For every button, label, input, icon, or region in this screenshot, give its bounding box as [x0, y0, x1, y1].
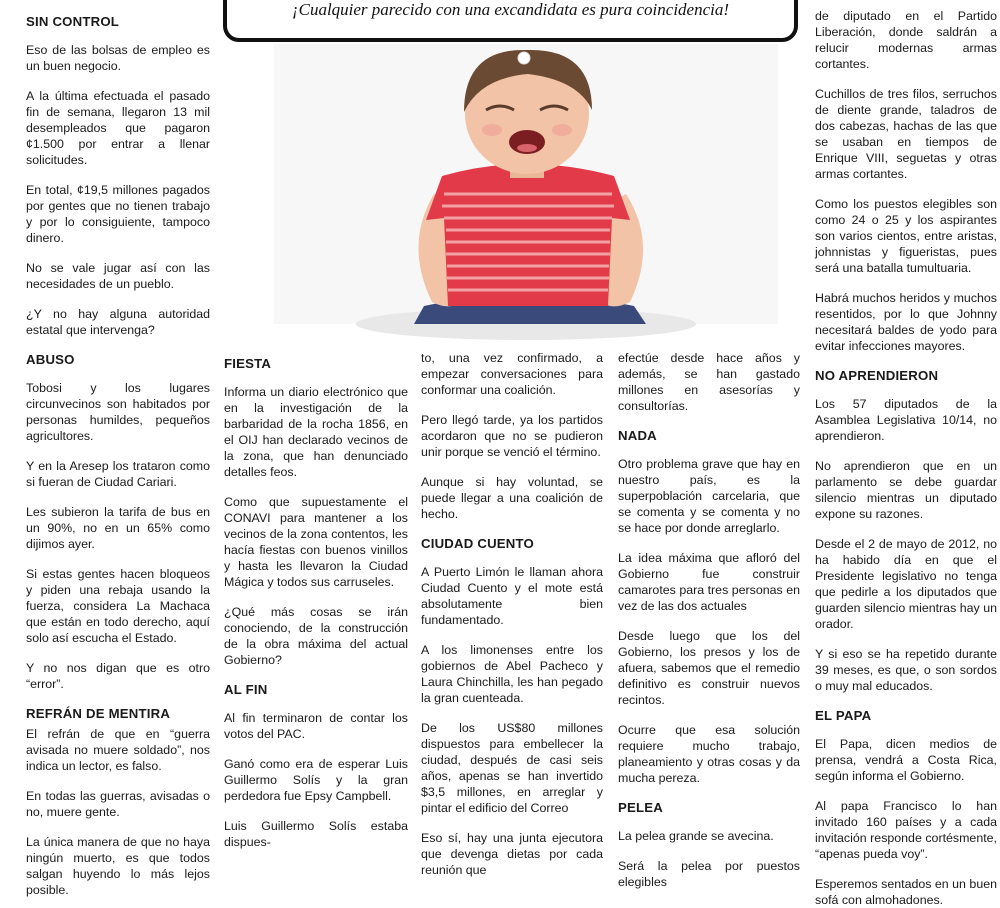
paragraph: Luis Guillermo Solís estaba dispues-: [224, 819, 408, 849]
paragraph: Pero llegó tarde, ya los partidos acordaron que no se pudieron unir porque se venció el término.: [421, 413, 603, 459]
column-2: [224, 350, 408, 849]
paragraph: ¿Qué más cosas se irán conociendo, de la construcción de la obra máxima del actual Gobierno?: [224, 605, 408, 667]
paragraph: No se vale jugar así con las necesidades de un pueblo.: [26, 261, 210, 291]
heading-pelea: PELEA: [618, 800, 663, 815]
paragraph: A los limonenses entre los gobiernos de Abel Pacheco y Laura Chinchilla, les han pegado la gran cuenteada.: [421, 643, 603, 705]
heading-nada: NADA: [618, 428, 657, 443]
crying-child-photo: [274, 44, 778, 324]
paragraph: Y en la Aresep los trataron como si fueran de Ciudad Cariari.: [26, 459, 210, 489]
paragraph: Informa un diario electrónico que en la investigación de la barbaridad de la rocha 1856, en el OIJ han declarado vecinos de la zona, que han denunciado detalles feos.: [224, 385, 408, 479]
heading-no-aprendieron: NO APRENDIERON: [815, 368, 939, 383]
paragraph: Será la pelea por puestos elegibles: [618, 859, 800, 889]
heading-abuso: ABUSO: [26, 352, 75, 367]
paragraph: Al papa Francisco lo han invitado 160 países y a cada invitación responde cortésmente, “apenas pueda voy”.: [815, 799, 997, 861]
paragraph: La pelea grande se avecina.: [618, 829, 774, 843]
paragraph: Y si eso se ha repetido durante 39 meses, es que, o son sordos o muy mal educados.: [815, 647, 997, 693]
heading-sin-control: SIN CONTROL: [26, 14, 120, 29]
column-5: [815, 8, 997, 907]
paragraph: Eso de las bolsas de empleo es un buen negocio.: [26, 43, 210, 73]
paragraph: Los 57 diputados de la Asamblea Legislativa 10/14, no aprendieron.: [815, 397, 997, 443]
column-4: [618, 350, 800, 889]
paragraph: A la última efectuada el pasado fin de semana, llegaron 13 mil desempleados que pagaron ¢1.500 por entrar a llenar solicitudes.: [26, 89, 210, 167]
heading-ciudad-cuento: CIUDAD CUENTO: [421, 536, 534, 551]
paragraph: Desde el 2 de mayo de 2012, no ha habido día en que el Presidente legislativo no tenga que pedirle a los diputados que guarden silencio mientras hay un orador.: [815, 537, 997, 631]
heading-el-papa: EL PAPA: [815, 708, 872, 723]
paragraph: Desde luego que los del Gobierno, los presos y los de afuera, sabemos que el remedio definitivo es construir nuevos recintos.: [618, 629, 800, 707]
paragraph: No aprendieron que en un parlamento se debe guardar silencio mientras un diputado expone su razones.: [815, 459, 997, 521]
paragraph: Como los puestos elegibles son como 24 o 25 y los aspirantes son varios cientos, entre aristas, johnnistas y figueristas, pues será una batalla tumultuaria.: [815, 197, 997, 275]
paragraph: Cuchillos de tres filos, serruchos de diente grande, taladros de dos cabezas, hachas de las que se usaban en tiempos de Enrique VIII, seguetas y otras armas cortantes.: [815, 87, 997, 181]
paragraph: En todas las guerras, avisadas o no, muere gente.: [26, 789, 210, 819]
paragraph: El refrán de que en “guerra avisada no muere soldado”, nos indica un lector, es falso.: [26, 727, 210, 773]
paragraph: Tobosi y los lugares circunvecinos son habitados por personas humildes, pequeños agricultores.: [26, 381, 210, 443]
paragraph: Si estas gentes hacen bloqueos y piden una rebaja usando la fuerza, considera La Machaca que están en todo derecho, aquí solo así escucha el Estado.: [26, 567, 210, 645]
paragraph: El Papa, dicen medios de prensa, vendrá a Costa Rica, según informa el Gobierno.: [815, 737, 997, 783]
paragraph: Otro problema grave que hay en nuestro país, es la superpoblación carcelaria, que se comenta y se comenta y no se hace por donde arreglarlo.: [618, 457, 800, 535]
paragraph: De los US$80 millones dispuestos para embellecer la ciudad, después de casi seis años, apenas se han invertido $3,5 millones, en arreglar y pintar el edificio del Correo: [421, 721, 603, 815]
column-3: [421, 350, 603, 877]
paragraph: to, una vez confirmado, a empezar conversaciones para conformar una coalición.: [421, 351, 603, 397]
paragraph: Esperemos sentados en un buen sofá con almohadones.: [815, 877, 997, 907]
column-1: [26, 8, 210, 897]
paragraph: Aunque si hay voluntad, se puede llegar a una coalición de hecho.: [421, 475, 603, 521]
heading-refran-de-mentira: REFRÁN DE MENTIRA: [26, 706, 171, 721]
paragraph: En total, ¢19,5 millones pagados por gentes que no tienen trabajo y por lo consiguiente, tampoco dinero.: [26, 183, 210, 245]
paragraph: de diputado en el Partido Liberación, donde saldrán a relucir modernas armas cortantes.: [815, 9, 997, 71]
paragraph: La única manera de que no haya ningún muerto, es que todos salgan huyendo lo más lejos posible.: [26, 835, 210, 897]
paragraph: La idea máxima que afloró del Gobierno fue construir camarotes para tres personas en vez de las dos actuales: [618, 551, 800, 613]
quote-text: ¡Cualquier parecido con una excandidata es pura coincidencia!: [291, 0, 730, 19]
quote-box: [223, 0, 798, 42]
paragraph: A Puerto Limón le llaman ahora Ciudad Cuento y el mote está absolutamente bien fundamentado.: [421, 565, 603, 627]
paragraph: Como que supuestamente el CONAVI para mantener a los vecinos de la zona contentos, les hacía fiestas con buenos vinillos y hasta les llevaron la Ciudad Mágica y todos sus carruseles.: [224, 495, 408, 589]
paragraph: Al fin terminaron de contar los votos del PAC.: [224, 711, 408, 741]
heading-fiesta: FIESTA: [224, 356, 272, 371]
heading-al-fin: AL FIN: [224, 682, 268, 697]
paragraph: Ocurre que esa solución requiere mucho trabajo, planeamiento y otras cosas y da mucha pereza.: [618, 723, 800, 785]
paragraph: Ganó como era de esperar Luis Guillermo Solís y la gran perdedora fue Epsy Campbell.: [224, 757, 408, 803]
crying-child-illustration: [274, 44, 778, 324]
paragraph: efectúe desde hace años y además, se han gastado millones en asesorías y consultorías.: [618, 351, 800, 413]
paragraph: Y no nos digan que es otro “error”.: [26, 661, 210, 691]
paragraph: Habrá muchos heridos y muchos resentidos, por lo que Johnny necesitará baldes de yodo para evitar infecciones mayores.: [815, 291, 997, 353]
paragraph: Les subieron la tarifa de bus en un 90%, no en un 65% como dijimos ayer.: [26, 505, 210, 551]
paragraph: Eso sí, hay una junta ejecutora que devenga dietas por cada reunión que: [421, 831, 603, 877]
paragraph: ¿Y no hay alguna autoridad estatal que intervenga?: [26, 307, 210, 337]
